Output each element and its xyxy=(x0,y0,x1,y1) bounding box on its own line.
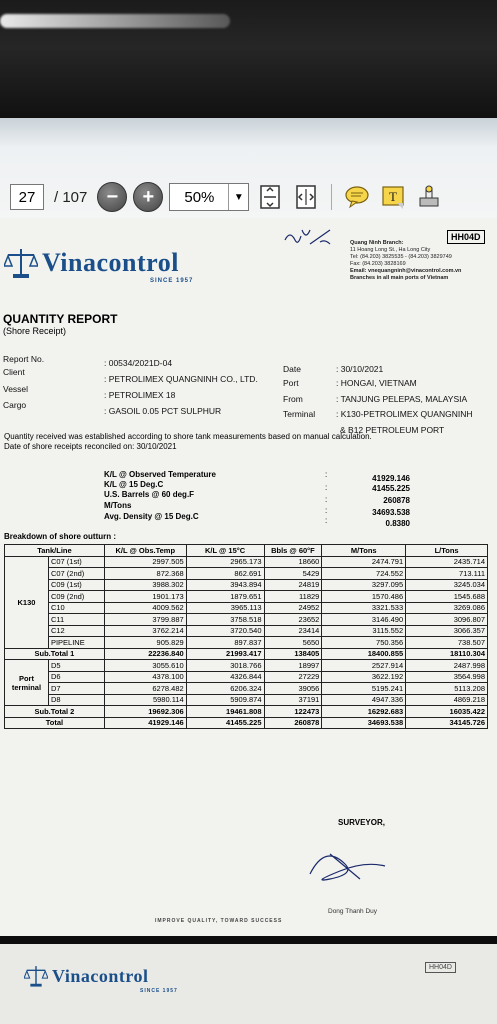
table-cell: 24819 xyxy=(264,579,322,591)
total-row xyxy=(5,717,488,729)
tank-label: C09 (1st) xyxy=(48,579,104,591)
table-cell: 34693.538 xyxy=(322,717,406,729)
zoom-in-button[interactable] xyxy=(133,182,163,212)
report-title: QUANTITY REPORT xyxy=(3,312,118,326)
table-header-row xyxy=(5,545,488,557)
table-cell: 3018.766 xyxy=(186,660,264,672)
calc-line-2: Date of shore receipts reconciled on: 30/10/2021 xyxy=(4,442,177,451)
table-cell: 872.368 xyxy=(104,568,186,580)
document-code-next: HH04D xyxy=(425,962,456,973)
branch-title: Quang Ninh Branch: xyxy=(350,240,404,246)
table-cell: 3245.034 xyxy=(406,579,488,591)
table-cell: 5650 xyxy=(264,637,322,649)
table-cell: 27229 xyxy=(264,671,322,683)
table-row xyxy=(5,602,488,614)
table-row xyxy=(5,579,488,591)
brand-name-next: Vinacontrol xyxy=(52,965,149,986)
table-cell: 23414 xyxy=(264,625,322,637)
table-cell: 18110.304 xyxy=(406,648,488,660)
table-cell: 2487.998 xyxy=(406,660,488,672)
table-cell: 6206.324 xyxy=(186,683,264,695)
table-cell: 3720.540 xyxy=(186,625,264,637)
table-cell: 4378.100 xyxy=(104,671,186,683)
table-cell: 3564.998 xyxy=(406,671,488,683)
table-cell: 3622.192 xyxy=(322,671,406,683)
column-header: Bbls @ 60°F xyxy=(264,545,322,557)
table-cell: 39056 xyxy=(264,683,322,695)
tank-label: D7 xyxy=(48,683,104,695)
table-cell: 3297.095 xyxy=(322,579,406,591)
field-value-client: : PETROLIMEX QUANGNINH CO., LTD. xyxy=(104,374,258,384)
table-cell: 3758.518 xyxy=(186,614,264,626)
calculation-note xyxy=(4,432,372,452)
tank-label: Total xyxy=(5,717,105,729)
summary-colon: : xyxy=(325,516,328,525)
field-value-cargo: : GASOIL 0.05 PCT SULPHUR xyxy=(104,406,222,416)
table-cell: 6278.482 xyxy=(104,683,186,695)
table-cell: 2527.914 xyxy=(322,660,406,672)
field-label-from: From xyxy=(283,394,303,404)
table-cell: 3146.490 xyxy=(322,614,406,626)
company-slogan: IMPROVE QUALITY, TOWARD SUCCESS xyxy=(155,918,283,924)
table-cell: 2997.505 xyxy=(104,556,186,568)
table-cell: 4869.218 xyxy=(406,694,488,706)
pdf-toolbar xyxy=(0,118,497,218)
table-cell: 3965.113 xyxy=(186,602,264,614)
zoom-value: 50% xyxy=(184,188,215,206)
branch-line: Fax: (84.203) 3828169 xyxy=(350,261,406,267)
chevron-down-icon[interactable]: ▼ xyxy=(228,184,248,210)
branch-line: 11 Hoang Long St., Ha Long City xyxy=(350,247,431,253)
subtotal-row xyxy=(5,706,488,718)
table-cell: 3269.086 xyxy=(406,602,488,614)
table-cell: 2435.714 xyxy=(406,556,488,568)
next-pdf-page xyxy=(0,944,497,1024)
highlight-icon[interactable] xyxy=(378,182,408,212)
table-cell: 750.356 xyxy=(322,637,406,649)
table-cell: 34145.726 xyxy=(406,717,488,729)
table-cell: 3115.552 xyxy=(322,625,406,637)
branch-line: Tel: (84.203) 3825535 - (84.203) 3829749 xyxy=(350,254,452,260)
vinacontrol-logo-next xyxy=(24,964,149,988)
group-label: Port terminal xyxy=(5,660,49,706)
table-cell: 5195.241 xyxy=(322,683,406,695)
field-label-report-no: Report No. xyxy=(3,354,45,364)
table-cell: 41929.146 xyxy=(104,717,186,729)
vinacontrol-emblem-icon xyxy=(24,964,48,988)
field-value-date: : 30/10/2021 xyxy=(336,364,384,374)
table-row xyxy=(5,660,488,672)
table-cell: 18400.855 xyxy=(322,648,406,660)
table-cell: 41455.225 xyxy=(186,717,264,729)
table-cell: 1879.651 xyxy=(186,591,264,603)
table-cell: 862.691 xyxy=(186,568,264,580)
table-cell: 4947.336 xyxy=(322,694,406,706)
zoom-out-icon: − xyxy=(106,185,119,208)
table-cell: 5429 xyxy=(264,568,322,580)
tank-label: C11 xyxy=(48,614,104,626)
calc-line-1: Quantity received was established according to shore tank measurements based on manual calculation. xyxy=(4,432,372,441)
column-header: L/Tons xyxy=(406,545,488,557)
summary-value: 41929.146 xyxy=(372,474,410,483)
subtotal-row xyxy=(5,648,488,660)
table-row xyxy=(5,614,488,626)
summary-label: U.S. Barrels @ 60 deg.F xyxy=(104,490,195,499)
table-row xyxy=(5,625,488,637)
table-row xyxy=(5,568,488,580)
table-cell: 3321.533 xyxy=(322,602,406,614)
table-cell: 1570.486 xyxy=(322,591,406,603)
table-row xyxy=(5,694,488,706)
brand-since: SINCE 1957 xyxy=(150,278,194,284)
tank-label: C12 xyxy=(48,625,104,637)
tank-label: C09 (2nd) xyxy=(48,591,104,603)
table-cell: 3943.894 xyxy=(186,579,264,591)
column-header: Tank/Line xyxy=(5,545,105,557)
zoom-in-icon: + xyxy=(142,185,155,208)
handwritten-note xyxy=(280,218,340,258)
brand-since-next: SINCE 1957 xyxy=(140,988,178,994)
stamp-icon[interactable] xyxy=(414,182,444,212)
summary-colon: : xyxy=(325,495,328,504)
photo-background xyxy=(0,0,497,118)
field-value-report-no: : 00534/2021D-04 xyxy=(104,358,173,368)
zoom-select[interactable] xyxy=(169,183,249,211)
table-cell: 37191 xyxy=(264,694,322,706)
svg-text:T: T xyxy=(389,189,398,204)
table-cell: 16292.683 xyxy=(322,706,406,718)
comment-icon[interactable] xyxy=(342,182,372,212)
field-value-from: : TANJUNG PELEPAS, MALAYSIA xyxy=(336,394,468,404)
tank-label: PIPELINE xyxy=(48,637,104,649)
table-cell: 18660 xyxy=(264,556,322,568)
summary-label: Avg. Density @ 15 Deg.C xyxy=(104,512,199,521)
summary-colon: : xyxy=(325,483,328,492)
table-cell: 4009.562 xyxy=(104,602,186,614)
summary-value: 260878 xyxy=(383,496,410,505)
summary-value: 34693.538 xyxy=(372,508,410,517)
column-header: M/Tons xyxy=(322,545,406,557)
field-value-port: : HONGAI, VIETNAM xyxy=(336,378,417,388)
summary-label: K/L @ 15 Deg.C xyxy=(104,480,164,489)
vinacontrol-logo xyxy=(4,246,179,280)
vinacontrol-emblem-icon xyxy=(4,246,38,280)
table-cell: 3096.807 xyxy=(406,614,488,626)
table-cell: 3762.214 xyxy=(104,625,186,637)
tank-label: D8 xyxy=(48,694,104,706)
field-value-vessel: : PETROLIMEX 18 xyxy=(104,390,176,400)
table-row xyxy=(5,671,488,683)
page-total-label: / 107 xyxy=(54,188,88,206)
table-cell: 21993.417 xyxy=(186,648,264,660)
branch-address xyxy=(350,240,495,282)
quantity-table xyxy=(4,544,488,729)
page-number-input[interactable]: 27 xyxy=(10,184,44,210)
summary-value: 41455.225 xyxy=(372,484,410,493)
tank-label: C10 xyxy=(48,602,104,614)
table-cell: 5909.874 xyxy=(186,694,264,706)
table-cell: 5980.114 xyxy=(104,694,186,706)
table-cell: 122473 xyxy=(264,706,322,718)
branch-line: Branches in all main ports of Vietnam xyxy=(350,275,449,281)
table-cell: 1901.173 xyxy=(104,591,186,603)
screen-glare xyxy=(0,14,230,28)
tank-label: Sub.Total 1 xyxy=(5,648,105,660)
breakdown-title: Breakdown of shore outturn : xyxy=(4,532,116,541)
table-cell: 724.552 xyxy=(322,568,406,580)
table-cell: 2965.173 xyxy=(186,556,264,568)
field-value-terminal: : K130-PETROLIMEX QUANGNINH xyxy=(336,409,473,419)
table-cell: 24952 xyxy=(264,602,322,614)
table-cell: 260878 xyxy=(264,717,322,729)
table-cell: 4326.844 xyxy=(186,671,264,683)
field-label-vessel: Vessel xyxy=(3,384,29,394)
field-label-client: Client xyxy=(3,367,25,377)
table-cell: 23652 xyxy=(264,614,322,626)
table-cell: 19461.808 xyxy=(186,706,264,718)
column-header: K/L @ Obs.Temp xyxy=(104,545,186,557)
tank-label: D5 xyxy=(48,660,104,672)
table-cell: 16035.422 xyxy=(406,706,488,718)
table-row xyxy=(5,637,488,649)
table-row xyxy=(5,591,488,603)
summary-value: 0.8380 xyxy=(385,519,410,528)
table-cell: 1545.688 xyxy=(406,591,488,603)
table-row xyxy=(5,683,488,695)
table-cell: 22236.840 xyxy=(104,648,186,660)
tank-label: C07 (1st) xyxy=(48,556,104,568)
field-label-port: Port xyxy=(283,378,299,388)
field-label-date: Date xyxy=(283,364,301,374)
field-label-terminal: Terminal xyxy=(283,409,316,419)
tank-label: D6 xyxy=(48,671,104,683)
table-cell: 713.111 xyxy=(406,568,488,580)
branch-line: Email: vnequangninh@vinacontrol.com.vn xyxy=(350,268,462,274)
table-cell: 3066.357 xyxy=(406,625,488,637)
document-code: HH04D xyxy=(447,230,485,244)
summary-label: M/Tons xyxy=(104,501,132,510)
summary-colon: : xyxy=(325,470,328,479)
column-header: K/L @ 15°C xyxy=(186,545,264,557)
toolbar-controls xyxy=(10,180,490,214)
summary-label: K/L @ Observed Temperature xyxy=(104,470,216,479)
table-cell: 3055.610 xyxy=(104,660,186,672)
toolbar-separator xyxy=(331,184,332,210)
table-row xyxy=(5,556,488,568)
brand-name: Vinacontrol xyxy=(42,248,179,277)
table-cell: 3799.887 xyxy=(104,614,186,626)
table-cell: 5113.208 xyxy=(406,683,488,695)
summary-colon: : xyxy=(325,506,328,515)
table-cell: 138405 xyxy=(264,648,322,660)
pdf-page xyxy=(0,218,497,936)
tank-label: C07 (2nd) xyxy=(48,568,104,580)
surveyor-label: SURVEYOR, xyxy=(338,818,385,827)
table-cell: 19692.306 xyxy=(104,706,186,718)
tank-label: Sub.Total 2 xyxy=(5,706,105,718)
fit-page-icon[interactable] xyxy=(255,182,285,212)
group-label: K130 xyxy=(5,556,49,648)
field-label-cargo: Cargo xyxy=(3,400,27,410)
table-cell: 897.837 xyxy=(186,637,264,649)
table-cell: 905.829 xyxy=(104,637,186,649)
table-cell: 738.507 xyxy=(406,637,488,649)
terminal-line-2: & B12 PETROLEUM PORT xyxy=(340,425,445,435)
table-cell: 2474.791 xyxy=(322,556,406,568)
fit-width-icon[interactable] xyxy=(291,182,321,212)
table-cell: 3988.302 xyxy=(104,579,186,591)
surveyor-signature xyxy=(290,834,410,894)
zoom-out-button[interactable] xyxy=(97,182,127,212)
table-cell: 18997 xyxy=(264,660,322,672)
report-subtitle: (Shore Receipt) xyxy=(3,326,67,336)
table-cell: 11829 xyxy=(264,591,322,603)
signer-name: Dong Thanh Duy xyxy=(328,908,378,915)
